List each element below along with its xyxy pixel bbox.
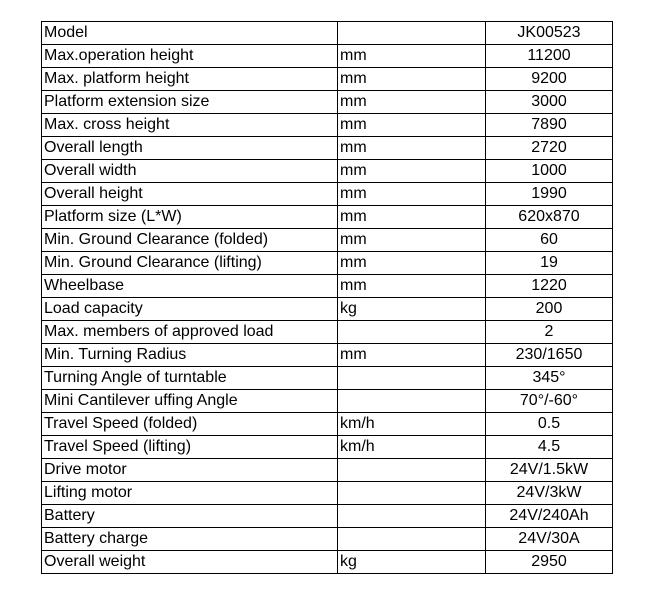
- parameter-cell: Min. Ground Clearance (folded): [42, 229, 338, 252]
- parameter-cell: Model: [42, 22, 338, 45]
- spec-table-body: [42, 22, 613, 574]
- unit-cell: kg: [338, 298, 486, 321]
- unit-cell: mm: [338, 252, 486, 275]
- table-row: [42, 183, 613, 206]
- parameter-cell: Mini Cantilever uffing Angle: [42, 390, 338, 413]
- table-row: [42, 45, 613, 68]
- unit-cell: [338, 367, 486, 390]
- table-row: [42, 436, 613, 459]
- parameter-cell: Platform size (L*W): [42, 206, 338, 229]
- table-row: [42, 367, 613, 390]
- value-cell: 2720: [486, 137, 613, 160]
- unit-cell: mm: [338, 229, 486, 252]
- value-cell: 1220: [486, 275, 613, 298]
- unit-cell: mm: [338, 344, 486, 367]
- value-cell: 1000: [486, 160, 613, 183]
- table-row: [42, 551, 613, 574]
- table-row: [42, 22, 613, 45]
- parameter-cell: Min. Turning Radius: [42, 344, 338, 367]
- parameter-cell: Overall weight: [42, 551, 338, 574]
- table-row: [42, 229, 613, 252]
- value-cell: 24V/240Ah: [486, 505, 613, 528]
- value-cell: JK00523: [486, 22, 613, 45]
- value-cell: 1990: [486, 183, 613, 206]
- unit-cell: [338, 22, 486, 45]
- table-row: [42, 298, 613, 321]
- value-cell: 24V/3kW: [486, 482, 613, 505]
- parameter-cell: Battery charge: [42, 528, 338, 551]
- unit-cell: [338, 390, 486, 413]
- parameter-cell: Lifting motor: [42, 482, 338, 505]
- parameter-cell: Wheelbase: [42, 275, 338, 298]
- table-row: [42, 275, 613, 298]
- unit-cell: mm: [338, 275, 486, 298]
- unit-cell: mm: [338, 206, 486, 229]
- unit-cell: km/h: [338, 413, 486, 436]
- table-row: [42, 528, 613, 551]
- parameter-cell: Platform extension size: [42, 91, 338, 114]
- parameter-cell: Travel Speed (folded): [42, 413, 338, 436]
- value-cell: 7890: [486, 114, 613, 137]
- table-row: [42, 68, 613, 91]
- unit-cell: [338, 482, 486, 505]
- unit-cell: [338, 459, 486, 482]
- value-cell: 620x870: [486, 206, 613, 229]
- table-row: [42, 390, 613, 413]
- value-cell: 19: [486, 252, 613, 275]
- table-row: [42, 114, 613, 137]
- unit-cell: mm: [338, 114, 486, 137]
- unit-cell: mm: [338, 68, 486, 91]
- table-row: [42, 160, 613, 183]
- value-cell: 60: [486, 229, 613, 252]
- value-cell: 3000: [486, 91, 613, 114]
- parameter-cell: Turning Angle of turntable: [42, 367, 338, 390]
- table-row: [42, 206, 613, 229]
- value-cell: 0.5: [486, 413, 613, 436]
- unit-cell: mm: [338, 91, 486, 114]
- value-cell: 200: [486, 298, 613, 321]
- unit-cell: mm: [338, 183, 486, 206]
- unit-cell: [338, 321, 486, 344]
- parameter-cell: Max.operation height: [42, 45, 338, 68]
- parameter-cell: Battery: [42, 505, 338, 528]
- value-cell: 24V/30A: [486, 528, 613, 551]
- parameter-cell: Drive motor: [42, 459, 338, 482]
- parameter-cell: Travel Speed (lifting): [42, 436, 338, 459]
- parameter-cell: Max. members of approved load: [42, 321, 338, 344]
- table-row: [42, 91, 613, 114]
- value-cell: 4.5: [486, 436, 613, 459]
- table-row: [42, 482, 613, 505]
- value-cell: 2: [486, 321, 613, 344]
- parameter-cell: Max. cross height: [42, 114, 338, 137]
- parameter-cell: Overall height: [42, 183, 338, 206]
- unit-cell: mm: [338, 137, 486, 160]
- table-row: [42, 505, 613, 528]
- unit-cell: [338, 505, 486, 528]
- value-cell: 24V/1.5kW: [486, 459, 613, 482]
- parameter-cell: Overall length: [42, 137, 338, 160]
- parameter-cell: Load capacity: [42, 298, 338, 321]
- value-cell: 2950: [486, 551, 613, 574]
- value-cell: 345°: [486, 367, 613, 390]
- spec-table: [41, 21, 613, 574]
- table-row: [42, 344, 613, 367]
- parameter-cell: Max. platform height: [42, 68, 338, 91]
- table-row: [42, 459, 613, 482]
- value-cell: 11200: [486, 45, 613, 68]
- unit-cell: [338, 528, 486, 551]
- parameter-cell: Overall width: [42, 160, 338, 183]
- value-cell: 230/1650: [486, 344, 613, 367]
- table-row: [42, 137, 613, 160]
- unit-cell: km/h: [338, 436, 486, 459]
- unit-cell: mm: [338, 160, 486, 183]
- table-row: [42, 252, 613, 275]
- table-row: [42, 321, 613, 344]
- unit-cell: mm: [338, 45, 486, 68]
- table-row: [42, 413, 613, 436]
- value-cell: 70°/-60°: [486, 390, 613, 413]
- unit-cell: kg: [338, 551, 486, 574]
- value-cell: 9200: [486, 68, 613, 91]
- parameter-cell: Min. Ground Clearance (lifting): [42, 252, 338, 275]
